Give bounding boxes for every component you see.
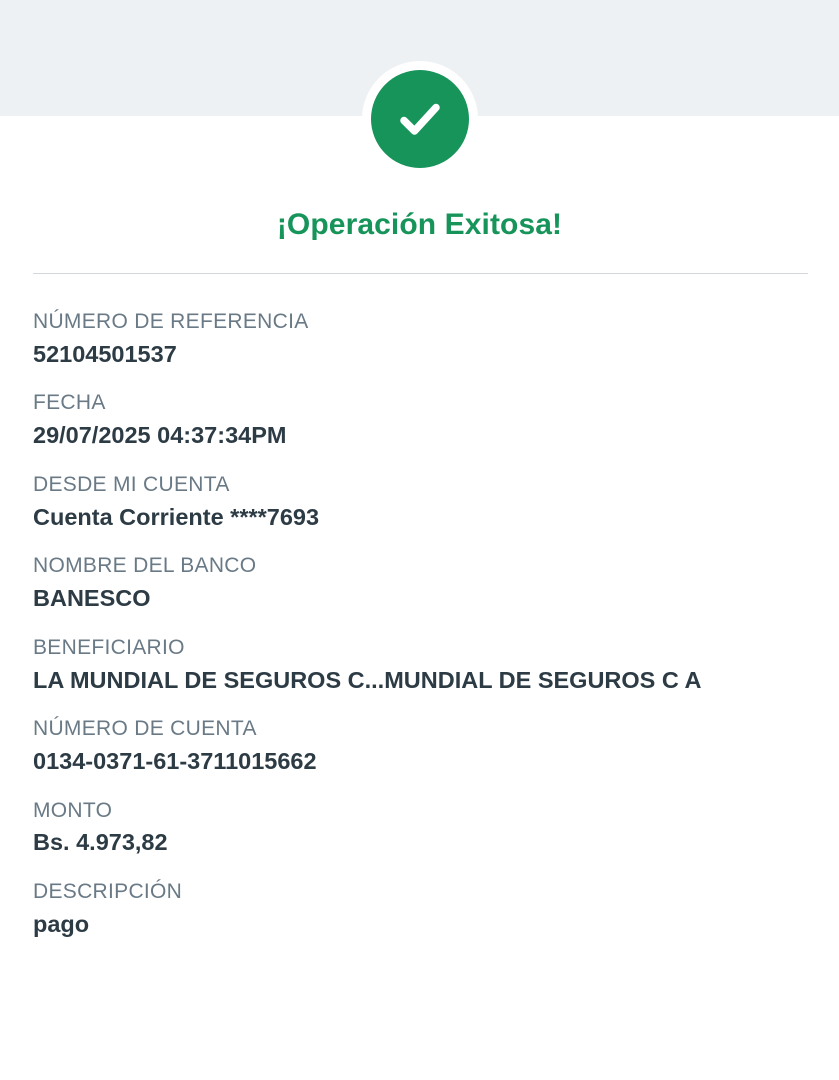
receipt-details-list	[33, 309, 823, 960]
field-value: 0134-0371-61-3711015662	[33, 747, 317, 774]
receipt-field-date	[33, 390, 823, 450]
receipt-field-amount	[33, 798, 823, 858]
receipt-field-reference	[33, 309, 823, 369]
success-icon-badge	[362, 61, 478, 177]
field-label: FECHA	[33, 391, 106, 415]
field-label: BENEFICIARIO	[33, 635, 185, 659]
receipt-field-bank-name	[33, 553, 823, 613]
field-value: Cuenta Corriente ****7693	[33, 503, 320, 530]
field-value: BANESCO	[33, 585, 151, 612]
receipt-field-account-number	[33, 716, 823, 776]
field-label: NÚMERO DE CUENTA	[33, 717, 257, 741]
field-label: DESCRIPCIÓN	[33, 879, 183, 903]
field-value: 52104501537	[33, 340, 177, 367]
field-label: DESDE MI CUENTA	[33, 472, 230, 496]
check-icon	[371, 70, 469, 168]
field-value: 29/07/2025 04:37:34PM	[33, 422, 287, 449]
field-value: LA MUNDIAL DE SEGUROS C...MUNDIAL DE SEGUROS C A	[33, 666, 702, 693]
receipt-field-beneficiary	[33, 635, 823, 695]
field-value: pago	[33, 910, 90, 937]
receipt-field-source-account	[33, 472, 823, 532]
field-label: NOMBRE DEL BANCO	[33, 554, 257, 578]
field-label: NÚMERO DE REFERENCIA	[33, 310, 309, 333]
receipt-field-description	[33, 879, 823, 939]
divider	[33, 273, 808, 274]
field-value: Bs. 4.973,82	[33, 829, 168, 856]
field-label: MONTO	[33, 798, 113, 822]
page-title: ¡Operación Exitosa!	[276, 208, 563, 241]
